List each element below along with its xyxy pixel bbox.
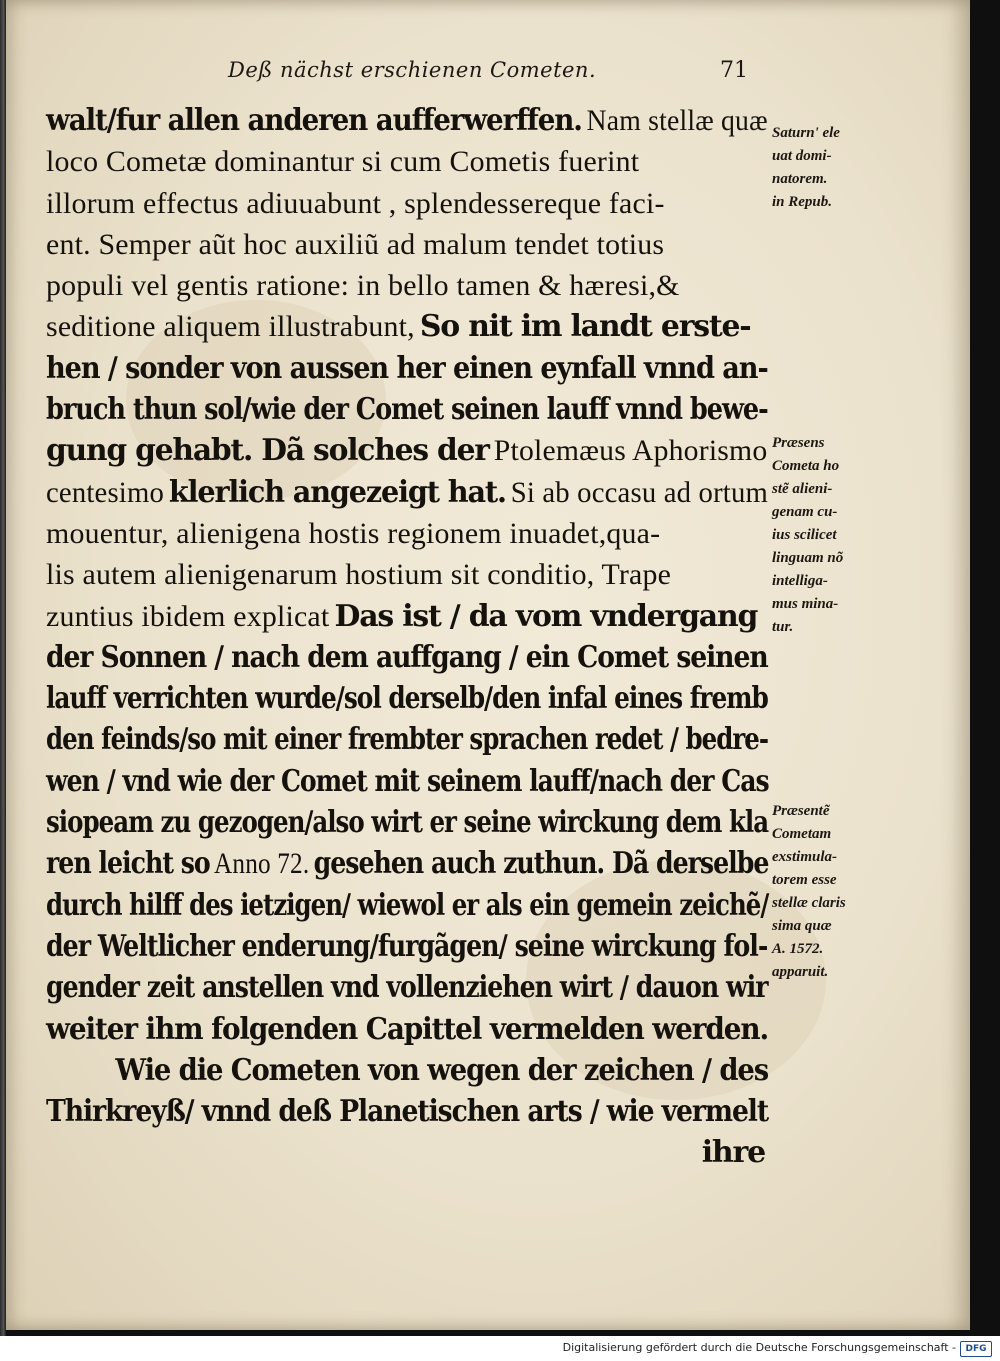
text-line bbox=[46, 348, 768, 389]
text-line bbox=[46, 637, 768, 678]
page-number: 71 bbox=[720, 58, 748, 83]
text-line bbox=[46, 100, 768, 141]
text-line bbox=[46, 1050, 769, 1091]
blackletter-text: walt/fur allen anderen aufferwerffen. bbox=[46, 103, 582, 138]
funding-credit: Digitalisierung gefördert durch die Deutsche Forschungsgemeinschaft - bbox=[562, 1341, 956, 1354]
blackletter-text: durch hilff des ietzigen/ wiewol er als ein gemein zeichẽ/ bbox=[46, 887, 769, 923]
text-line bbox=[46, 265, 768, 306]
latin-text: Nam stellæ quæ bbox=[586, 104, 768, 137]
blackletter-text: Das ist / da vom vndergang bbox=[334, 598, 758, 634]
latin-text: zuntius ibidem explicat bbox=[46, 599, 330, 633]
blackletter-text: gender zeit anstellen vnd vollenziehen wirt / dauon wir bbox=[46, 970, 768, 1006]
text-line bbox=[46, 554, 768, 595]
text-line bbox=[46, 513, 768, 554]
latin-text: centesimo bbox=[46, 475, 165, 509]
text-line bbox=[46, 306, 768, 347]
text-line bbox=[46, 719, 769, 760]
latin-text: illorum effectus adiuuabunt , splendessereque faci- bbox=[46, 186, 665, 220]
blackletter-text: Thirkreyß/ vnnd deß Planetischen arts / wie vermelt bbox=[46, 1094, 769, 1130]
latin-text: seditione aliquem illustrabunt, bbox=[46, 310, 415, 344]
margin-note bbox=[772, 432, 882, 639]
latin-text: ent. Semper aũt hoc auxiliũ ad malum tendet totius bbox=[46, 227, 665, 261]
blackletter-text: der Weltlicher enderung/furgãgen/ seine wirckung fol- bbox=[46, 928, 768, 964]
text-line bbox=[46, 802, 769, 843]
blackletter-text: den feinds/so mit einer frembter sprachen redet / bedre- bbox=[46, 722, 769, 758]
blackletter-text: gesehen auch zuthun. Dã derselbe bbox=[313, 846, 769, 882]
blackletter-text: lauff verrichten wurde/sol derselb/den infal eines fremb bbox=[46, 681, 768, 717]
text-line bbox=[46, 926, 768, 967]
margin-note bbox=[772, 122, 882, 214]
page-header bbox=[228, 58, 768, 88]
blackletter-text: klerlich angezeigt hat. bbox=[168, 474, 506, 510]
blackletter-text: weiter ihm folgenden Capittel vermelden werden. bbox=[46, 1011, 769, 1047]
margin-note-line: A. 1572. bbox=[772, 941, 824, 957]
text-line bbox=[46, 967, 768, 1008]
text-line bbox=[46, 1009, 769, 1050]
main-text-block bbox=[46, 100, 771, 1174]
text-line bbox=[46, 1132, 771, 1173]
latin-text: Si ab occasu ad ortum bbox=[510, 475, 769, 509]
blackletter-text: So nit im landt erste- bbox=[419, 309, 751, 345]
margin-note-line: sima quæ bbox=[772, 918, 832, 934]
margin-note-line: stellæ claris bbox=[772, 895, 846, 911]
margin-note-line: genam cu- bbox=[772, 504, 838, 520]
blackletter-text: gung gehabt. Dã solches der bbox=[46, 433, 489, 469]
text-line bbox=[46, 678, 768, 719]
margin-note bbox=[772, 800, 882, 984]
margin-note-line: Cometam bbox=[772, 826, 832, 842]
latin-text: loco Cometæ dominantur si cum Cometis fuerint bbox=[46, 145, 640, 179]
blackletter-text: ihre bbox=[701, 1135, 765, 1171]
text-line bbox=[46, 472, 769, 513]
latin-text: lis autem alienigenarum hostium sit conditio, Trape bbox=[46, 558, 672, 592]
book-page bbox=[6, 0, 970, 1330]
margin-note-line: ius scilicet bbox=[772, 527, 837, 543]
text-line bbox=[46, 183, 768, 224]
text-line bbox=[46, 1091, 769, 1132]
blackletter-text: Wie die Cometen von wegen der zeichen / des bbox=[115, 1052, 769, 1088]
margin-note-line: Præsens bbox=[772, 435, 825, 451]
latin-text: Ptolemæus Aphorismo bbox=[493, 434, 768, 468]
text-line bbox=[46, 224, 768, 265]
blackletter-text: wen / vnd wie der Comet mit seinem lauff/nach der Cas bbox=[46, 763, 769, 799]
text-line bbox=[46, 885, 769, 926]
blackletter-text: bruch thun sol/wie der Comet seinen lauff vnnd bewe- bbox=[46, 392, 768, 428]
margin-note-line: intelliga- bbox=[772, 573, 828, 589]
margin-note-line: mus mina- bbox=[772, 596, 839, 612]
margin-note-line: linguam nõ bbox=[772, 550, 844, 566]
dfg-logo: DFG bbox=[960, 1341, 992, 1357]
latin-text: mouentur, alienigena hostis regionem inuadet,qua- bbox=[46, 516, 661, 550]
text-line bbox=[46, 761, 769, 802]
text-line bbox=[46, 596, 768, 637]
text-line bbox=[46, 843, 769, 884]
blackletter-text: siopeam zu gezogen/also wirt er seine wirckung dem kla bbox=[46, 805, 769, 841]
margin-note-line: exstimula- bbox=[772, 849, 838, 865]
blackletter-text: ren leicht so bbox=[46, 846, 210, 882]
blackletter-text: der Sonnen / nach dem auffgang / ein Comet seinen bbox=[46, 639, 768, 675]
text-line bbox=[46, 389, 768, 430]
margin-note-line: torem esse bbox=[772, 872, 837, 888]
margin-note-line: Cometa ho bbox=[772, 458, 840, 474]
margin-note-line: apparuit. bbox=[772, 964, 829, 980]
margin-note-line: in Repub. bbox=[772, 194, 833, 210]
margin-note-line: tur. bbox=[772, 619, 794, 635]
latin-text: populi vel gentis ratione: in bello tamen & hæresi,& bbox=[46, 269, 680, 303]
text-line bbox=[46, 141, 768, 182]
blackletter-text: hen / sonder von aussen her einen eynfall vnnd an- bbox=[46, 350, 768, 386]
margin-note-line: Præsentẽ bbox=[772, 803, 830, 819]
margin-note-line: stẽ alieni- bbox=[772, 481, 833, 497]
footer-bar bbox=[0, 1336, 1000, 1361]
text-line bbox=[46, 430, 768, 471]
margin-note-line: Saturn' ele bbox=[772, 125, 840, 141]
running-title: Deß nächst erschienen Cometen. bbox=[228, 58, 597, 82]
latin-text: Anno 72. bbox=[214, 847, 310, 881]
margin-note-line: uat domi- bbox=[772, 148, 832, 164]
margin-note-line: natorem. bbox=[772, 171, 828, 187]
